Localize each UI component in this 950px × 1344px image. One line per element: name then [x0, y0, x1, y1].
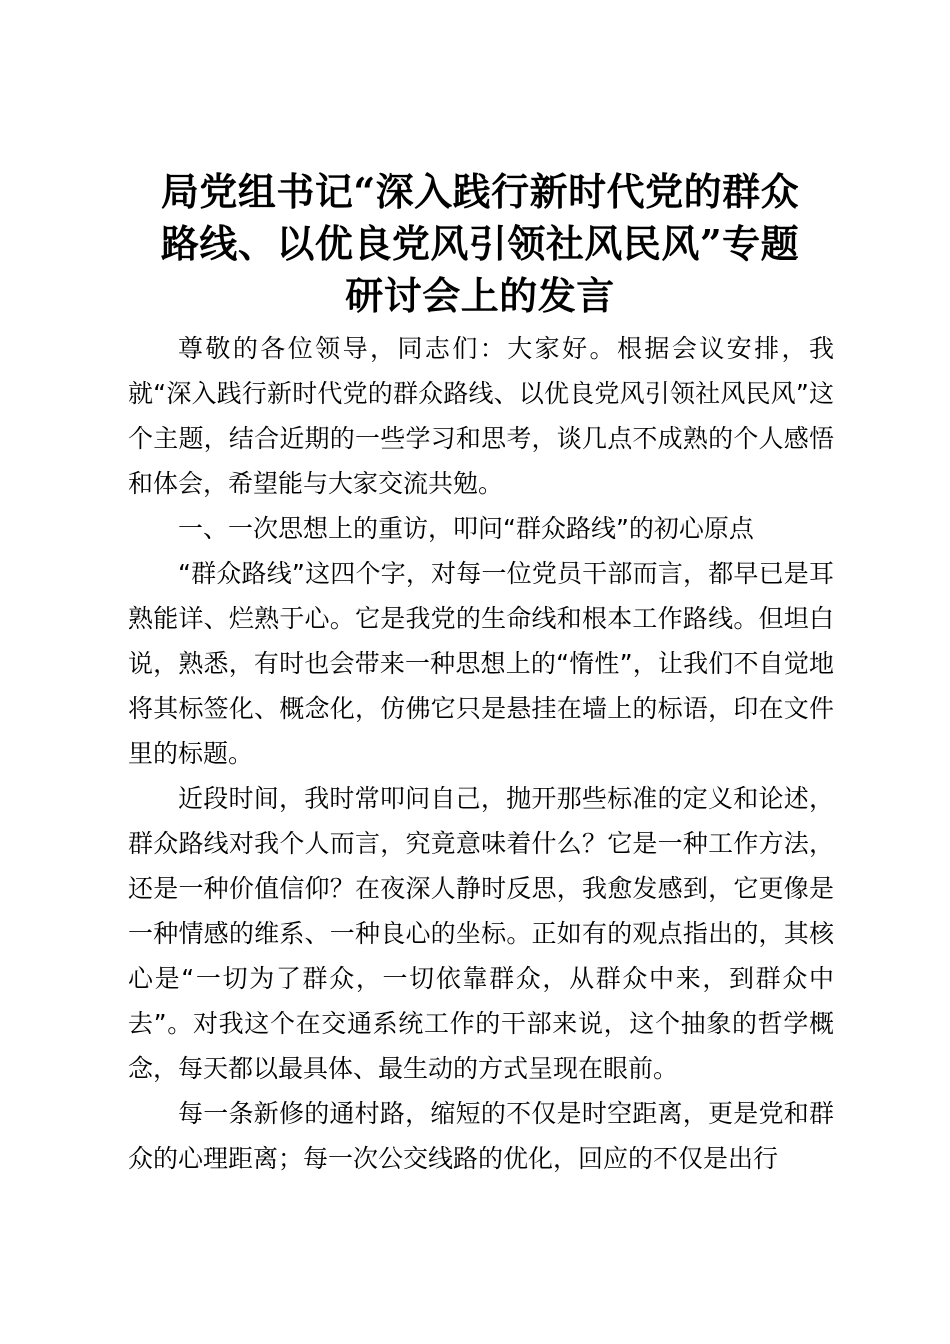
- document-body: [128, 326, 834, 1181]
- paragraph-greeting: 尊敬的各位领导，同志们：大家好。根据会议安排，我就“深入践行新时代党的群众路线、以优良党风引领社风民风”这个主题，结合近期的一些学习和思考，谈几点不成熟的个人感悟和体会，希望能与大家交流共勉。: [128, 334, 834, 498]
- title-line-1: 局党组书记“深入践行新时代党的群众: [160, 169, 800, 214]
- title-line-3: 研讨会上的发言: [345, 273, 615, 318]
- title-line-2: 路线、以优良党风引领社风民风”专题: [160, 221, 800, 266]
- paragraph-roads: 每一条新修的通村路，缩短的不仅是时空距离，更是党和群众的心理距离；每一次公交线路的优化，回应的不仅是出行: [128, 1099, 834, 1173]
- document-title: [110, 166, 850, 322]
- paragraph-mass-line: “群众路线”这四个字，对每一位党员干部而言，都早已是耳熟能详、烂熟于心。它是我党的生命线和根本工作路线。但坦白说，熟悉，有时也会带来一种思想上的“惰性”，让我们不自觉地将其标签化、概念化，仿佛它只是悬挂在墙上的标语，印在文件里的标题。: [128, 559, 834, 768]
- paragraph-reflection: 近段时间，我时常叩问自己，抛开那些标准的定义和论述，群众路线对我个人而言，究竟意味着什么？它是一种工作方法，还是一种价值信仰？在夜深人静时反思，我愈发感到，它更像是一种情感的维系、一种良心的坐标。正如有的观点指出的，其核心是“一切为了群众，一切依靠群众，从群众中来，到群众中去”。对我这个在交通系统工作的干部来说，这个抽象的哲学概念，每天都以最具体、最生动的方式呈现在眼前。: [128, 784, 834, 1083]
- section-heading-1: 一、一次思想上的重访，叩问“群众路线”的初心原点: [178, 514, 754, 543]
